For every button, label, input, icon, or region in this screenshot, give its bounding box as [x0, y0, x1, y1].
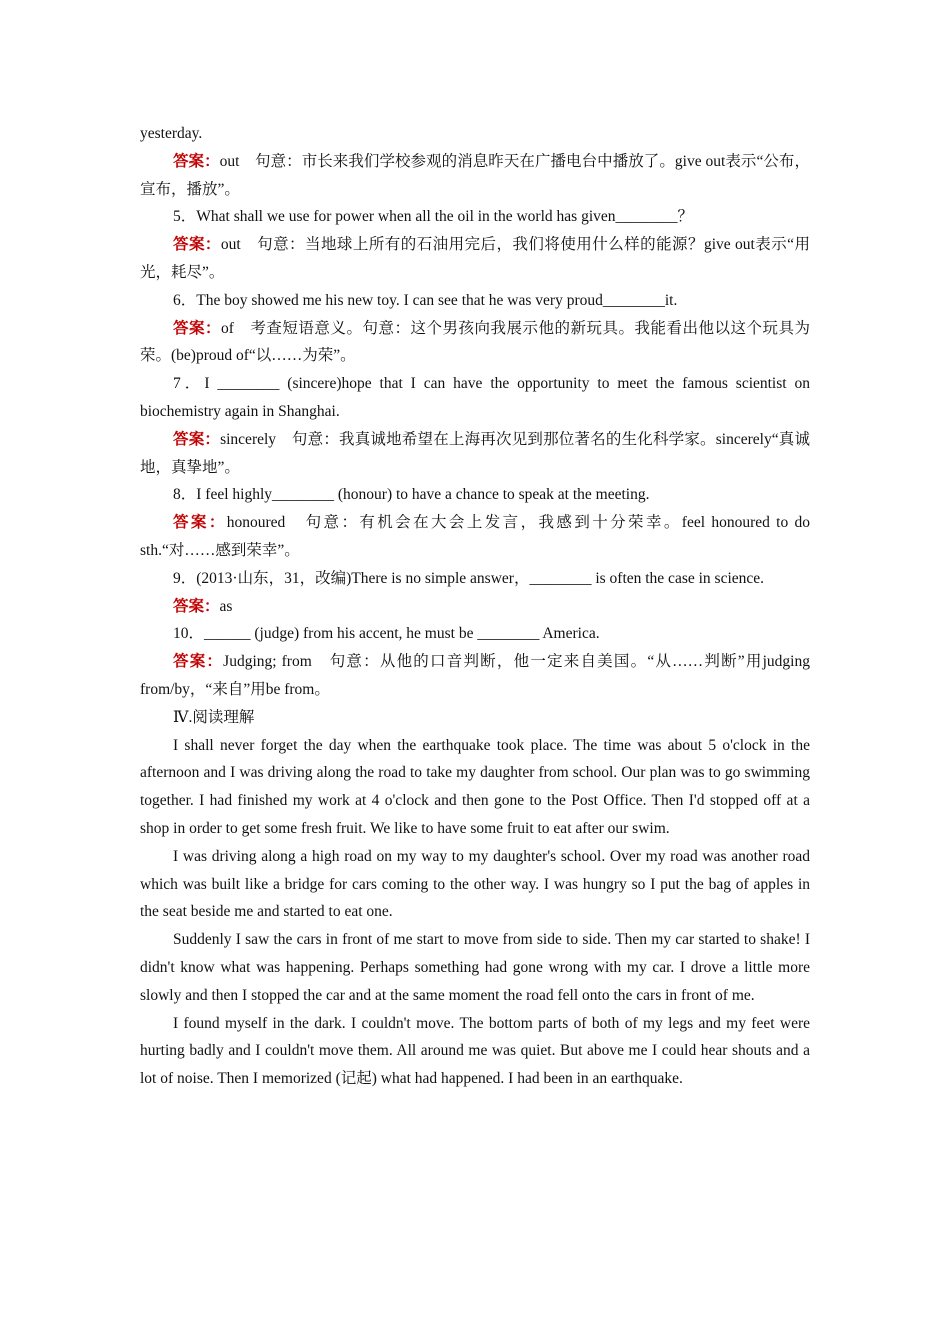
reading-paragraph: I found myself in the dark. I couldn't move. The bottom parts of both of my legs and my feet were hurting badly and I couldn't move them. All around me was quiet. But above me I could hear shouts and a lot of noise. Then I memorized (记起) what had happened. I had been in an earthquake. [140, 1014, 810, 1088]
answer-text: honoured 句意：有机会在大会上发言，我感到十分荣幸。feel honoured to do sth.“对……感到荣幸”。 [140, 514, 810, 559]
question-9: 9．(2013·山东，31，改编)There is no simple answer，________ is often the case in science. [173, 569, 765, 587]
reading-paragraph: I shall never forget the day when the earthquake took place. The time was about 5 o'clock in the afternoon and I was driving along the road to take my daughter from school. Our plan was to go swimming together. I had finished my work at 4 o'clock and then gone to the Post Office. Then I'd stopped off at a shop in order to get some fresh fruit. We like to have some fruit to eat after our swim. [140, 736, 810, 837]
answer-10 [140, 648, 810, 704]
answer-label: 答案： [173, 152, 220, 170]
answer-7 [140, 426, 810, 482]
question-8: 8．I feel highly________ (honour) to have a chance to speak at the meeting. [173, 486, 650, 504]
question-7: 7．I ________ (sincere)hope that I can have the opportunity to meet the famous scientist on biochemistry again in Shanghai. [140, 375, 810, 420]
answer-text: of 考查短语意义。句意：这个男孩向我展示他的新玩具。我能看出他以这个玩具为荣。(be)proud of“以……为荣”。 [140, 319, 810, 365]
answer-text: as [219, 597, 233, 615]
text-line: yesterday. [140, 125, 203, 142]
answer-label: 答案： [173, 597, 220, 615]
answer-8 [140, 509, 810, 565]
answer-text: out 句意：市长来我们学校参观的消息昨天在广播电台中播放了。give out表示“公布，宣布，播放”。 [140, 152, 810, 198]
reading-paragraph: Suddenly I saw the cars in front of me start to move from side to side. Then my car started to shake! I didn't know what was happening. Perhaps something had gone wrong with my car. I drove a little more slowly and then I stopped the car and at the same moment the road fell onto the cars in front of me. [140, 931, 810, 1004]
answer-9 [140, 593, 810, 621]
question-5: 5．What shall we use for power when all the oil in the world has given________？ [173, 208, 693, 226]
section-title: Ⅳ.阅读理解 [173, 708, 255, 726]
document-page [140, 120, 810, 1093]
question-6: 6．The boy showed me his new toy. I can see that he was very proud________it. [173, 291, 678, 309]
answer-4 [140, 148, 810, 204]
question-10: 10．______ (judge) from his accent, he must be ________ America. [173, 625, 600, 643]
answer-label: 答案： [173, 514, 227, 532]
reading-paragraph: I was driving along a high road on my way to my daughter's school. Over my road was another road which was built like a bridge for cars coming to the other way. I was hungry so I put the bag of apples in the seat beside me and started to eat one. [140, 847, 810, 921]
answer-label: 答案： [173, 653, 224, 671]
answer-5 [140, 231, 810, 287]
answer-text: sincerely 句意：我真诚地希望在上海再次见到那位著名的生化科学家。sincerely“真诚地，真挚地”。 [140, 430, 810, 476]
answer-label: 答案： [173, 236, 221, 254]
answer-6 [140, 315, 810, 371]
answer-text: out 句意：当地球上所有的石油用完后，我们将使用什么样的能源？give out表示“用光，耗尽”。 [140, 236, 810, 281]
answer-text: Judging; from 句意：从他的口音判断，他一定来自美国。“从……判断”用judging from/by，“来自”用be from。 [140, 653, 810, 698]
answer-label: 答案： [173, 430, 221, 448]
answer-label: 答案： [173, 319, 222, 337]
